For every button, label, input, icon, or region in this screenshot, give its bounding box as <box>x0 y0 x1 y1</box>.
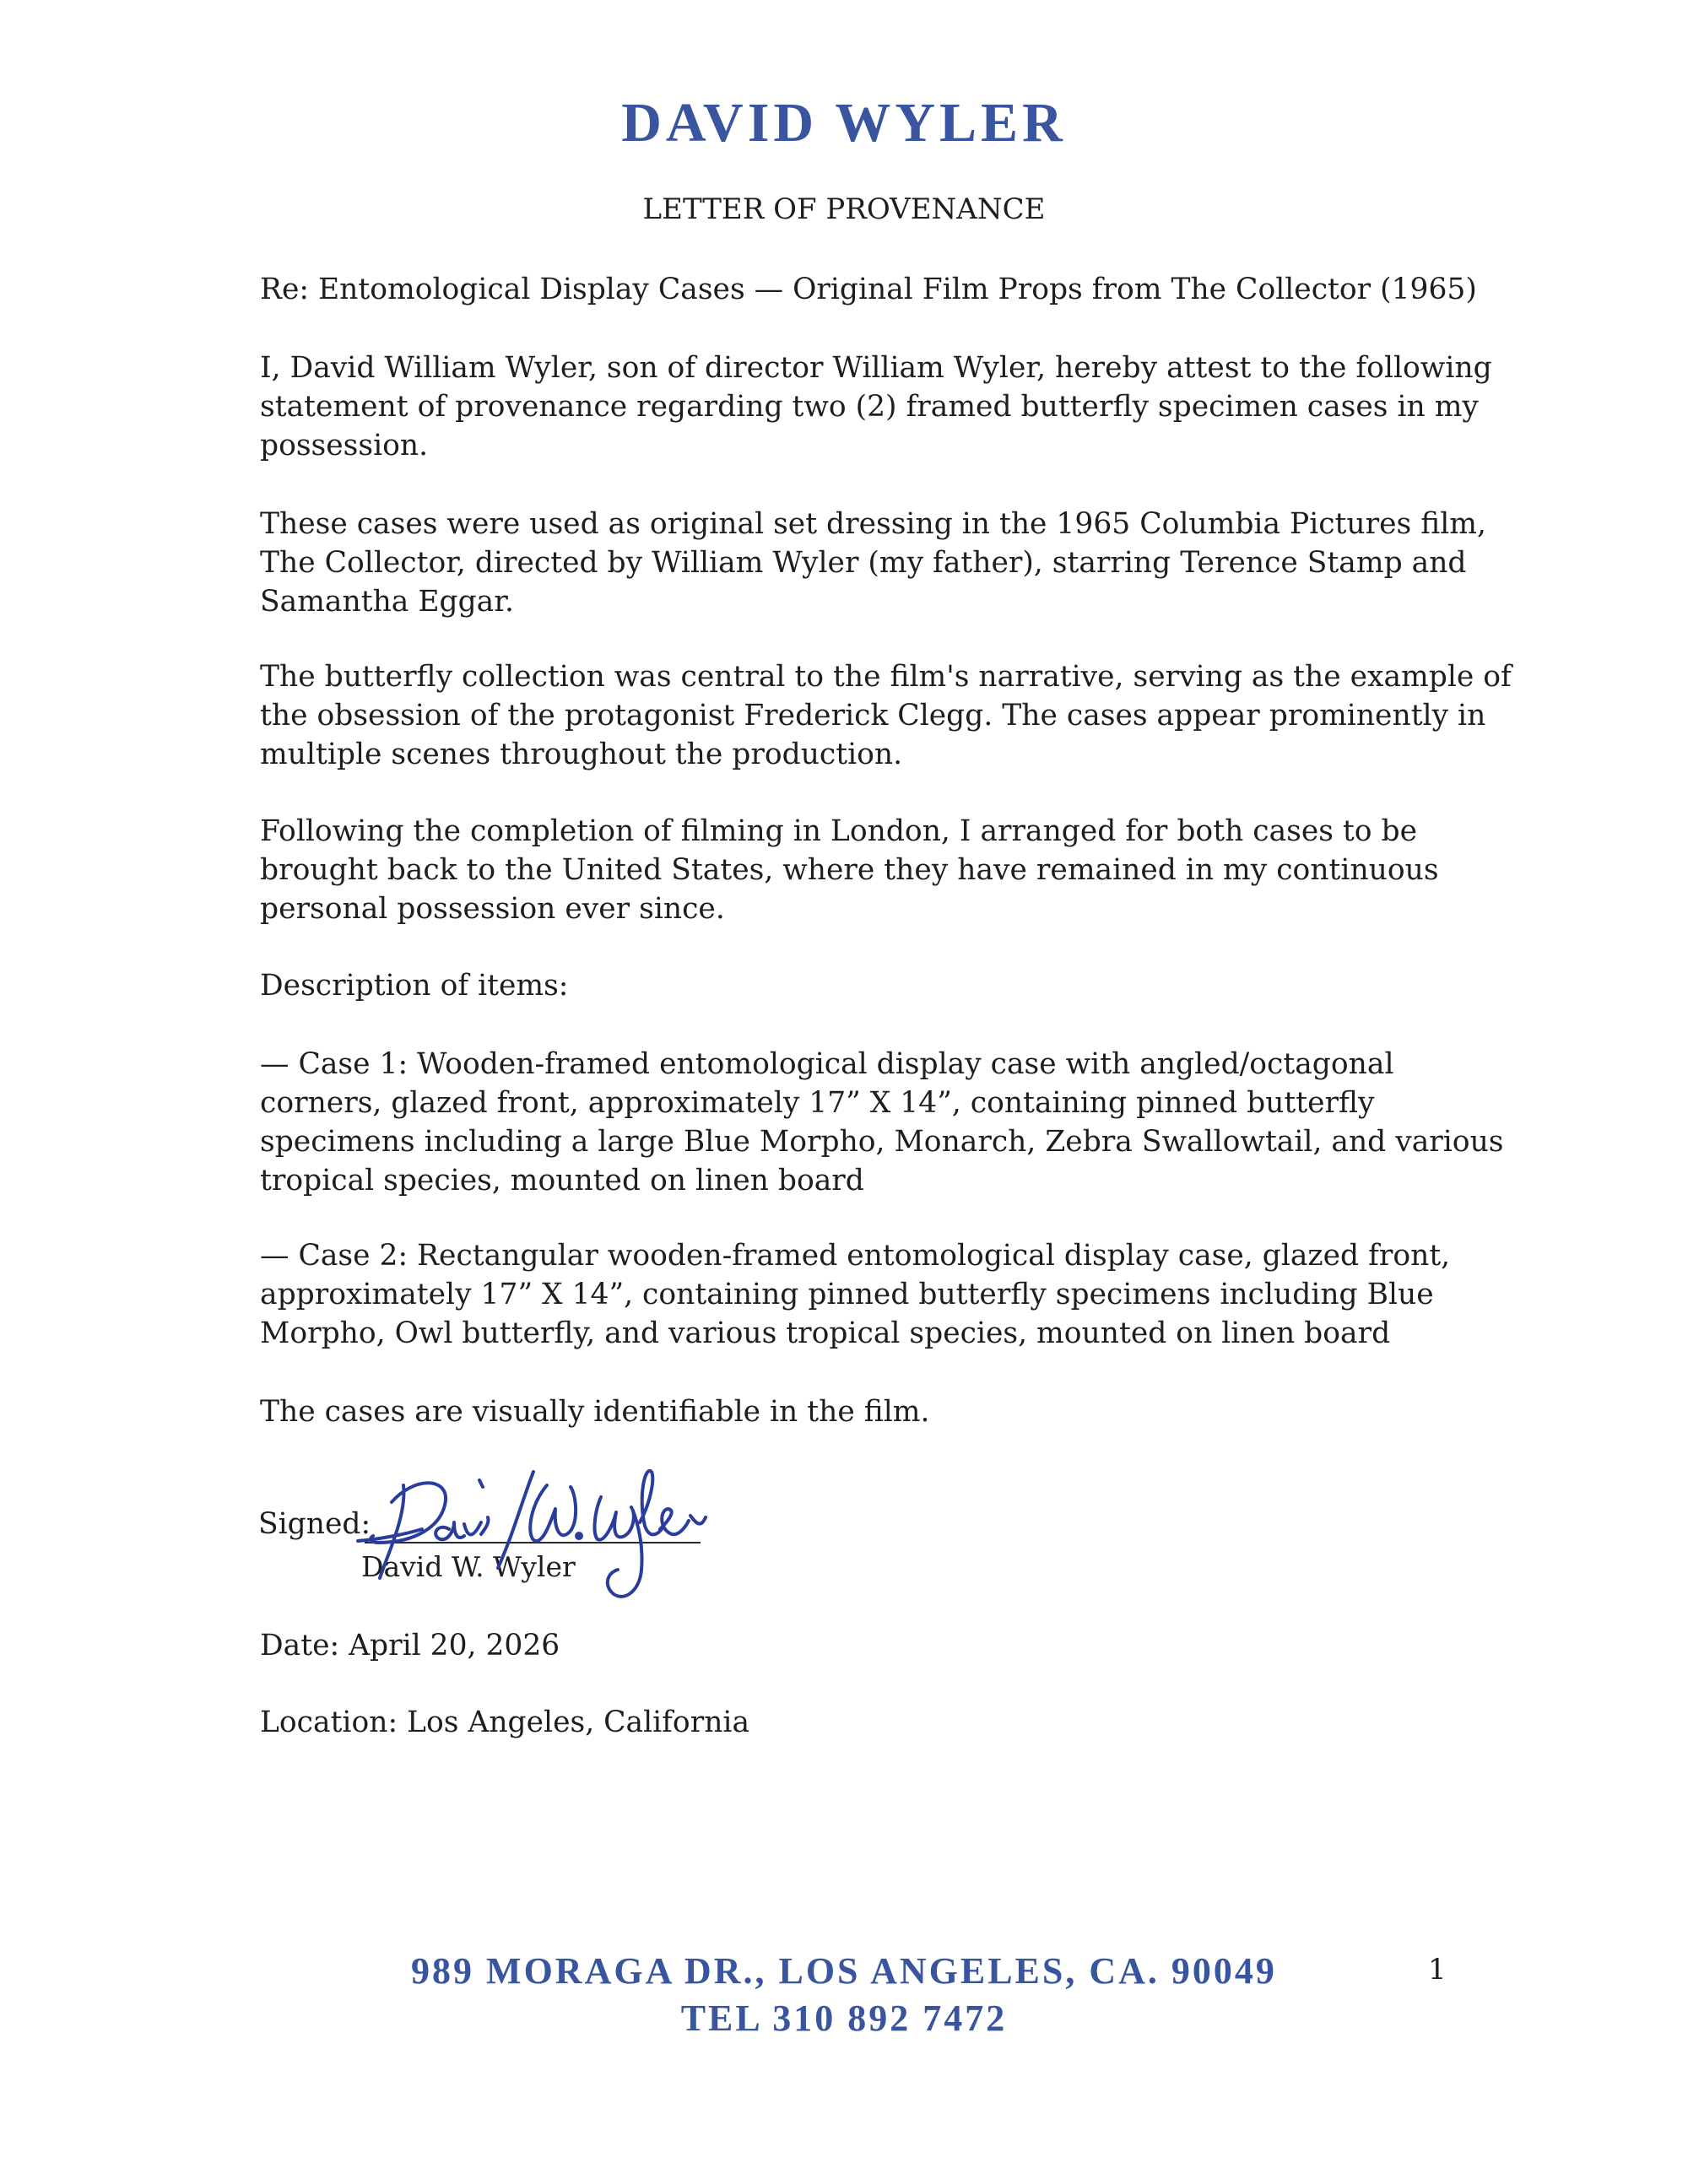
paragraph-line: personal possession ever since. <box>260 892 725 926</box>
signed-label: Signed: <box>258 1507 371 1541</box>
paragraph-line: Samantha Eggar. <box>260 585 514 619</box>
footer-address: 989 MORAGA DR., LOS ANGELES, CA. 90049 <box>411 1950 1277 1992</box>
location-line: Location: Los Angeles, California <box>260 1706 750 1739</box>
case-line: approximately 17” X 14”, containing pinned butterfly specimens including Blue <box>260 1278 1434 1311</box>
case-2-description <box>260 1236 1450 1353</box>
case-line: — Case 1: Wooden-framed entomological display case with angled/octagonal <box>260 1047 1394 1081</box>
paragraph-line: The Collector, directed by William Wyler (my father), starring Terence Stamp and <box>260 546 1467 580</box>
case-line: tropical species, mounted on linen board <box>260 1164 864 1197</box>
case-line: Morpho, Owl butterfly, and various tropical species, mounted on linen board <box>260 1316 1391 1350</box>
paragraph-line: multiple scenes throughout the production. <box>260 738 903 771</box>
paragraph-line: brought back to the United States, where they have remained in my continuous <box>260 853 1439 887</box>
handwritten-signature <box>354 1435 726 1612</box>
footer-phone: TEL 310 892 7472 <box>680 1997 1008 2039</box>
case-line: specimens including a large Blue Morpho, Monarch, Zebra Swallowtail, and various <box>260 1125 1504 1159</box>
paragraph-line: I, David William Wyler, son of director William Wyler, hereby attest to the following <box>260 351 1492 385</box>
paragraph-line: Following the completion of filming in London, I arranged for both cases to be <box>260 814 1418 848</box>
paragraph-possession <box>260 812 1439 928</box>
case-1-description <box>260 1045 1504 1200</box>
paragraph-line: the obsession of the protagonist Frederick Clegg. The cases appear prominently in <box>260 699 1486 733</box>
letterhead-name: DAVID WYLER <box>621 92 1067 154</box>
paragraph-line: possession. <box>260 429 429 462</box>
page-number: 1 <box>1428 1953 1447 1987</box>
paragraph-attestation <box>260 349 1492 465</box>
signer-name: David W. Wyler <box>361 1550 576 1583</box>
paragraph-set-dressing <box>260 505 1486 621</box>
paragraph-line: These cases were used as original set dressing in the 1965 Columbia Pictures film, <box>260 507 1486 541</box>
identifiable-statement: The cases are visually identifiable in the film. <box>260 1395 930 1429</box>
document-title: LETTER OF PROVENANCE <box>642 192 1046 226</box>
paragraph-narrative <box>260 657 1512 774</box>
subject-line: Re: Entomological Display Cases — Original Film Props from The Collector (1965) <box>260 273 1477 306</box>
paragraph-line: statement of provenance regarding two (2) framed butterfly specimen cases in my <box>260 390 1479 424</box>
date-line: Date: April 20, 2026 <box>260 1629 560 1662</box>
paragraph-line: The butterfly collection was central to the film's narrative, serving as the example of <box>260 660 1512 694</box>
case-line: corners, glazed front, approximately 17” X 14”, containing pinned butterfly <box>260 1086 1375 1120</box>
case-line: — Case 2: Rectangular wooden-framed entomological display case, glazed front, <box>260 1239 1451 1273</box>
description-heading: Description of items: <box>260 969 569 1003</box>
